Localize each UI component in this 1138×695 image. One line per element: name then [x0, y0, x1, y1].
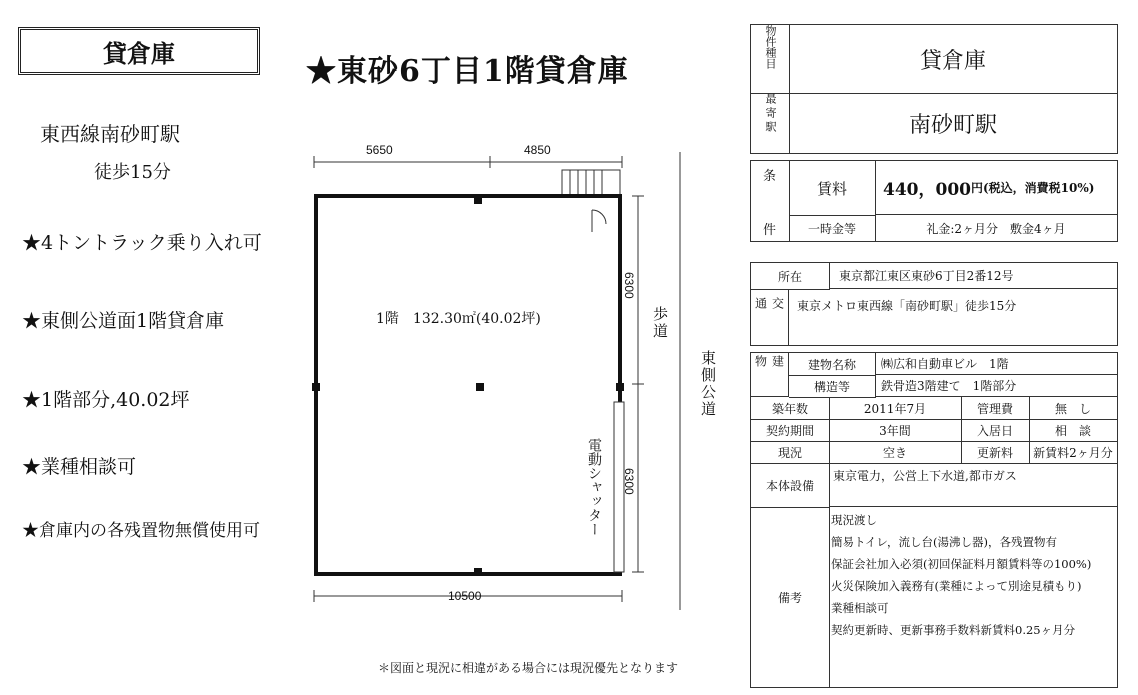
built-value: 2011年7月 [829, 397, 962, 420]
walk-text: 徒歩15分 [94, 162, 171, 183]
station-text: 東西線南砂町駅 [40, 122, 180, 146]
contract-value: 3年間 [829, 419, 962, 442]
facility-label: 本体設備 [751, 463, 830, 508]
location-panel [750, 262, 1118, 346]
mgmt-label: 管理費 [961, 397, 1030, 420]
dim-right-lower: 6300 [622, 468, 636, 495]
feature-4: ★業種相談可 [22, 456, 137, 478]
movein-value: 相 談 [1029, 419, 1117, 442]
location-label: 所在 [751, 263, 830, 290]
category-box: 貸倉庫 [18, 27, 260, 75]
structure-label: 構造等 [789, 375, 876, 398]
renewal-value: 新賃料2ヶ月分 [1029, 441, 1117, 464]
renewal-label: 更新料 [961, 441, 1030, 464]
terms-panel [750, 160, 1118, 242]
building-label: 建物 [753, 355, 785, 377]
building-name-value: ㈱広和自動車ビル 1階 [875, 353, 1117, 375]
station-label: 最寄駅 [764, 93, 777, 135]
shutter-label: 電動シャッター [586, 438, 602, 536]
remark-item: 簡易トイレ，流し台(湯沸し器)，各残置物有 [831, 535, 1057, 549]
feature-5: ★倉庫内の各残置物無償使用可 [22, 521, 260, 541]
terms-label-top: 条 [763, 169, 777, 184]
dim-right-upper: 6300 [622, 272, 636, 299]
type-station-panel [750, 24, 1118, 154]
movein-label: 入居日 [961, 419, 1030, 442]
lump-value: 礼金:2ヶ月分 敷金4ヶ月 [926, 221, 1066, 236]
station-value: 南砂町駅 [908, 112, 997, 138]
type-label: 物件種目 [764, 25, 777, 69]
sidewalk-label: 歩道 [651, 306, 669, 340]
rent-note: 円(税込，消費税10%) [970, 181, 1095, 195]
remark-item: 契約更新時、更新事務手数料新賃料0.25ヶ月分 [831, 623, 1076, 637]
dim-top-right: 4850 [524, 143, 551, 157]
remark-item: 現況渡し [831, 513, 877, 527]
structure-value: 鉄骨造3階建て 1階部分 [875, 375, 1117, 397]
rent-label: 賃料 [789, 161, 876, 216]
location-value: 東京都江東区東砂6丁目2番12号 [829, 263, 1117, 289]
remark-item: 保証会社加入必須(初回保証料月額賃料等の100%) [831, 557, 1092, 571]
terms-label-bottom: 件 [763, 223, 777, 238]
status-value: 空き [829, 441, 962, 464]
lump-label: 一時金等 [789, 215, 876, 241]
footnote: ＊図面と現況に相違がある場合には現況優先となります [378, 661, 679, 675]
facility-value: 東京電力，公営上下水道,都市ガス [829, 463, 1117, 507]
feature-2: ★東側公道面1階貸倉庫 [22, 310, 225, 332]
mgmt-value: 無 し [1029, 397, 1117, 420]
remark-item: 火災保険加入義務有(業種によって別途見積もり) [831, 579, 1082, 593]
rent-value: 440，000 [883, 180, 971, 200]
remarks-list [831, 509, 1115, 641]
feature-3: ★1階部分,40.02坪 [22, 389, 190, 411]
floor-plan [300, 140, 740, 610]
building-panel [750, 352, 1118, 688]
remark-item: 業種相談可 [831, 601, 889, 615]
status-label: 現況 [751, 441, 830, 464]
rent-cell [875, 161, 1117, 215]
area-label: 1階 132.30㎡(40.02坪) [376, 311, 541, 327]
contract-label: 契約期間 [751, 419, 830, 442]
dim-top-left: 5650 [366, 143, 393, 157]
dim-bottom: 10500 [448, 589, 482, 603]
type-value: 貸倉庫 [789, 25, 1117, 94]
built-label: 築年数 [751, 397, 830, 420]
access-value: 東京メトロ東西線「南砂町駅」徒歩15分 [797, 299, 1017, 313]
main-title: ★東砂6丁目1階貸倉庫 [306, 54, 629, 89]
remarks-label: 備考 [751, 507, 830, 687]
building-name-label: 建物名称 [789, 353, 876, 376]
access-label: 交通 [753, 297, 785, 323]
road-label: 東側公道 [699, 350, 717, 418]
feature-1: ★4トントラック乗り入れ可 [22, 232, 262, 254]
